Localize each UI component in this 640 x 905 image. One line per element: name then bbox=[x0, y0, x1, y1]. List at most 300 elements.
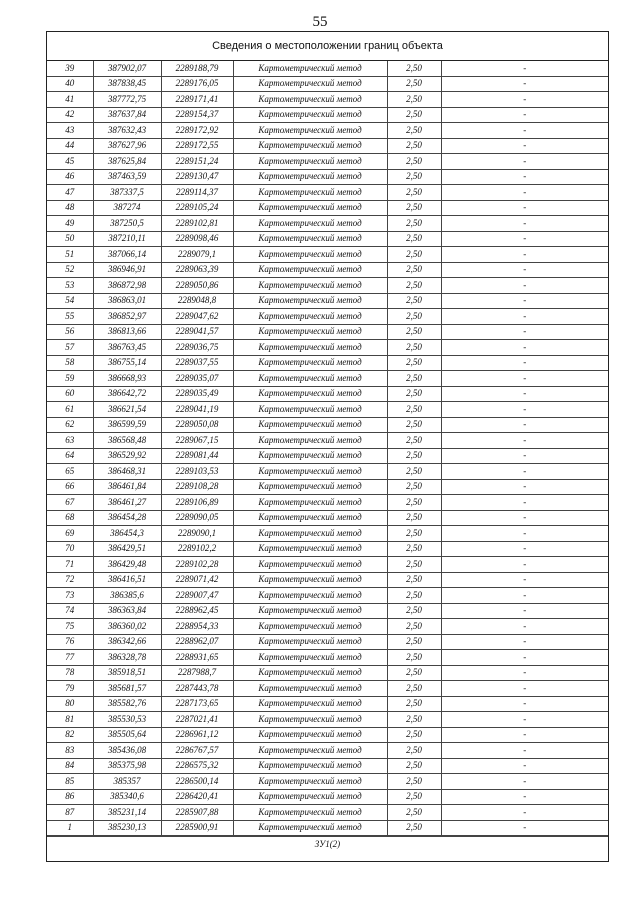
x-coordinate-cell: 386668,93 bbox=[93, 371, 161, 387]
x-coordinate-cell: 387772,75 bbox=[93, 92, 161, 108]
table-row bbox=[47, 495, 608, 511]
x-coordinate-cell: 386599,59 bbox=[93, 417, 161, 433]
x-coordinate-cell: 385436,08 bbox=[93, 743, 161, 759]
accuracy-cell: 2,50 bbox=[387, 634, 441, 650]
point-number-cell: 40 bbox=[47, 76, 93, 92]
table-row bbox=[47, 650, 608, 666]
y-coordinate-cell: 2289106,89 bbox=[161, 495, 233, 511]
description-cell: - bbox=[441, 278, 608, 294]
x-coordinate-cell: 386429,48 bbox=[93, 557, 161, 573]
method-cell: Картометрический метод bbox=[233, 355, 387, 371]
point-number-cell: 50 bbox=[47, 231, 93, 247]
description-cell: - bbox=[441, 324, 608, 340]
method-cell: Картометрический метод bbox=[233, 603, 387, 619]
method-cell: Картометрический метод bbox=[233, 650, 387, 666]
description-cell: - bbox=[441, 247, 608, 263]
method-cell: Картометрический метод bbox=[233, 138, 387, 154]
point-number-cell: 84 bbox=[47, 758, 93, 774]
point-number-cell: 69 bbox=[47, 526, 93, 542]
x-coordinate-cell: 386872,98 bbox=[93, 278, 161, 294]
description-cell: - bbox=[441, 76, 608, 92]
accuracy-cell: 2,50 bbox=[387, 603, 441, 619]
x-coordinate-cell: 386946,91 bbox=[93, 262, 161, 278]
x-coordinate-cell: 386360,02 bbox=[93, 619, 161, 635]
x-coordinate-cell: 386363,84 bbox=[93, 603, 161, 619]
x-coordinate-cell: 385582,76 bbox=[93, 696, 161, 712]
point-number-cell: 58 bbox=[47, 355, 93, 371]
accuracy-cell: 2,50 bbox=[387, 107, 441, 123]
table-row bbox=[47, 433, 608, 449]
accuracy-cell: 2,50 bbox=[387, 712, 441, 728]
description-cell: - bbox=[441, 293, 608, 309]
method-cell: Картометрический метод bbox=[233, 479, 387, 495]
description-cell: - bbox=[441, 154, 608, 170]
accuracy-cell: 2,50 bbox=[387, 541, 441, 557]
method-cell: Картометрический метод bbox=[233, 92, 387, 108]
description-cell: - bbox=[441, 402, 608, 418]
point-number-cell: 52 bbox=[47, 262, 93, 278]
point-number-cell: 59 bbox=[47, 371, 93, 387]
accuracy-cell: 2,50 bbox=[387, 293, 441, 309]
table-row bbox=[47, 61, 608, 76]
y-coordinate-cell: 2289067,15 bbox=[161, 433, 233, 449]
table-row bbox=[47, 138, 608, 154]
accuracy-cell: 2,50 bbox=[387, 154, 441, 170]
point-number-cell: 46 bbox=[47, 169, 93, 185]
x-coordinate-cell: 386385,6 bbox=[93, 588, 161, 604]
y-coordinate-cell: 2289108,28 bbox=[161, 479, 233, 495]
description-cell: - bbox=[441, 557, 608, 573]
x-coordinate-cell: 386429,51 bbox=[93, 541, 161, 557]
x-coordinate-cell: 386454,28 bbox=[93, 510, 161, 526]
accuracy-cell: 2,50 bbox=[387, 526, 441, 542]
y-coordinate-cell: 2286767,57 bbox=[161, 743, 233, 759]
accuracy-cell: 2,50 bbox=[387, 557, 441, 573]
y-coordinate-cell: 2289130,47 bbox=[161, 169, 233, 185]
table-row bbox=[47, 262, 608, 278]
point-number-cell: 85 bbox=[47, 774, 93, 790]
table-row bbox=[47, 92, 608, 108]
point-number-cell: 44 bbox=[47, 138, 93, 154]
description-cell: - bbox=[441, 665, 608, 681]
point-number-cell: 41 bbox=[47, 92, 93, 108]
y-coordinate-cell: 2289105,24 bbox=[161, 200, 233, 216]
accuracy-cell: 2,50 bbox=[387, 324, 441, 340]
table-row bbox=[47, 712, 608, 728]
method-cell: Картометрический метод bbox=[233, 262, 387, 278]
method-cell: Картометрический метод bbox=[233, 789, 387, 805]
point-number-cell: 54 bbox=[47, 293, 93, 309]
method-cell: Картометрический метод bbox=[233, 526, 387, 542]
accuracy-cell: 2,50 bbox=[387, 433, 441, 449]
point-number-cell: 72 bbox=[47, 572, 93, 588]
method-cell: Картометрический метод bbox=[233, 681, 387, 697]
method-cell: Картометрический метод bbox=[233, 340, 387, 356]
accuracy-cell: 2,50 bbox=[387, 743, 441, 759]
x-coordinate-cell: 387627,96 bbox=[93, 138, 161, 154]
point-number-cell: 55 bbox=[47, 309, 93, 325]
description-cell: - bbox=[441, 603, 608, 619]
y-coordinate-cell: 2288931,65 bbox=[161, 650, 233, 666]
point-number-cell: 83 bbox=[47, 743, 93, 759]
y-coordinate-cell: 2286575,32 bbox=[161, 758, 233, 774]
y-coordinate-cell: 2289102,81 bbox=[161, 216, 233, 232]
method-cell: Картометрический метод bbox=[233, 433, 387, 449]
y-coordinate-cell: 2289103,53 bbox=[161, 464, 233, 480]
accuracy-cell: 2,50 bbox=[387, 355, 441, 371]
table-row bbox=[47, 76, 608, 92]
y-coordinate-cell: 2289098,46 bbox=[161, 231, 233, 247]
point-number-cell: 87 bbox=[47, 805, 93, 821]
y-coordinate-cell: 2289151,24 bbox=[161, 154, 233, 170]
table-row bbox=[47, 293, 608, 309]
description-cell: - bbox=[441, 712, 608, 728]
table-row bbox=[47, 665, 608, 681]
description-cell: - bbox=[441, 371, 608, 387]
method-cell: Картометрический метод bbox=[233, 820, 387, 836]
point-number-cell: 75 bbox=[47, 619, 93, 635]
accuracy-cell: 2,50 bbox=[387, 386, 441, 402]
y-coordinate-cell: 2289188,79 bbox=[161, 61, 233, 76]
table-row bbox=[47, 758, 608, 774]
table-row bbox=[47, 231, 608, 247]
x-coordinate-cell: 387250,5 bbox=[93, 216, 161, 232]
method-cell: Картометрический метод bbox=[233, 448, 387, 464]
description-cell: - bbox=[441, 820, 608, 836]
accuracy-cell: 2,50 bbox=[387, 247, 441, 263]
y-coordinate-cell: 2289154,37 bbox=[161, 107, 233, 123]
description-cell: - bbox=[441, 696, 608, 712]
method-cell: Картометрический метод bbox=[233, 76, 387, 92]
description-cell: - bbox=[441, 727, 608, 743]
table-row bbox=[47, 123, 608, 139]
point-number-cell: 47 bbox=[47, 185, 93, 201]
x-coordinate-cell: 386416,51 bbox=[93, 572, 161, 588]
point-number-cell: 70 bbox=[47, 541, 93, 557]
accuracy-cell: 2,50 bbox=[387, 650, 441, 666]
method-cell: Картометрический метод bbox=[233, 185, 387, 201]
table-row bbox=[47, 355, 608, 371]
y-coordinate-cell: 2288962,45 bbox=[161, 603, 233, 619]
y-coordinate-cell: 2286961,12 bbox=[161, 727, 233, 743]
y-coordinate-cell: 2285900,91 bbox=[161, 820, 233, 836]
accuracy-cell: 2,50 bbox=[387, 479, 441, 495]
table-row bbox=[47, 526, 608, 542]
point-number-cell: 60 bbox=[47, 386, 93, 402]
x-coordinate-cell: 387337,5 bbox=[93, 185, 161, 201]
point-number-cell: 56 bbox=[47, 324, 93, 340]
method-cell: Картометрический метод bbox=[233, 386, 387, 402]
y-coordinate-cell: 2289007,47 bbox=[161, 588, 233, 604]
description-cell: - bbox=[441, 200, 608, 216]
accuracy-cell: 2,50 bbox=[387, 495, 441, 511]
point-number-cell: 76 bbox=[47, 634, 93, 650]
description-cell: - bbox=[441, 262, 608, 278]
method-cell: Картометрический метод bbox=[233, 619, 387, 635]
method-cell: Картометрический метод bbox=[233, 541, 387, 557]
description-cell: - bbox=[441, 61, 608, 76]
accuracy-cell: 2,50 bbox=[387, 278, 441, 294]
point-number-cell: 57 bbox=[47, 340, 93, 356]
table-row bbox=[47, 789, 608, 805]
x-coordinate-cell: 387902,07 bbox=[93, 61, 161, 76]
x-coordinate-cell: 387632,43 bbox=[93, 123, 161, 139]
x-coordinate-cell: 385681,57 bbox=[93, 681, 161, 697]
accuracy-cell: 2,50 bbox=[387, 619, 441, 635]
description-cell: - bbox=[441, 464, 608, 480]
table-row bbox=[47, 154, 608, 170]
parcel-label: ЗУ1(2) bbox=[47, 836, 608, 850]
y-coordinate-cell: 2289047,62 bbox=[161, 309, 233, 325]
method-cell: Картометрический метод bbox=[233, 216, 387, 232]
description-cell: - bbox=[441, 650, 608, 666]
method-cell: Картометрический метод bbox=[233, 743, 387, 759]
x-coordinate-cell: 386642,72 bbox=[93, 386, 161, 402]
point-number-cell: 63 bbox=[47, 433, 93, 449]
point-number-cell: 66 bbox=[47, 479, 93, 495]
table-row bbox=[47, 247, 608, 263]
method-cell: Картометрический метод bbox=[233, 417, 387, 433]
method-cell: Картометрический метод bbox=[233, 324, 387, 340]
y-coordinate-cell: 2289036,75 bbox=[161, 340, 233, 356]
x-coordinate-cell: 385231,14 bbox=[93, 805, 161, 821]
y-coordinate-cell: 2288954,33 bbox=[161, 619, 233, 635]
description-cell: - bbox=[441, 541, 608, 557]
x-coordinate-cell: 386852,97 bbox=[93, 309, 161, 325]
y-coordinate-cell: 2289048,8 bbox=[161, 293, 233, 309]
y-coordinate-cell: 2289041,57 bbox=[161, 324, 233, 340]
x-coordinate-cell: 387637,84 bbox=[93, 107, 161, 123]
description-cell: - bbox=[441, 588, 608, 604]
y-coordinate-cell: 2289050,08 bbox=[161, 417, 233, 433]
accuracy-cell: 2,50 bbox=[387, 774, 441, 790]
y-coordinate-cell: 2287443,78 bbox=[161, 681, 233, 697]
method-cell: Картометрический метод bbox=[233, 61, 387, 76]
description-cell: - bbox=[441, 138, 608, 154]
x-coordinate-cell: 386454,3 bbox=[93, 526, 161, 542]
accuracy-cell: 2,50 bbox=[387, 696, 441, 712]
table-row bbox=[47, 417, 608, 433]
method-cell: Картометрический метод bbox=[233, 557, 387, 573]
y-coordinate-cell: 2287021,41 bbox=[161, 712, 233, 728]
description-cell: - bbox=[441, 107, 608, 123]
x-coordinate-cell: 386461,27 bbox=[93, 495, 161, 511]
table-row bbox=[47, 107, 608, 123]
method-cell: Картометрический метод bbox=[233, 572, 387, 588]
x-coordinate-cell: 386621,54 bbox=[93, 402, 161, 418]
accuracy-cell: 2,50 bbox=[387, 92, 441, 108]
description-cell: - bbox=[441, 355, 608, 371]
coordinates-sheet bbox=[46, 31, 609, 862]
point-number-cell: 67 bbox=[47, 495, 93, 511]
y-coordinate-cell: 2289063,39 bbox=[161, 262, 233, 278]
accuracy-cell: 2,50 bbox=[387, 185, 441, 201]
accuracy-cell: 2,50 bbox=[387, 309, 441, 325]
table-row bbox=[47, 371, 608, 387]
point-number-cell: 45 bbox=[47, 154, 93, 170]
accuracy-cell: 2,50 bbox=[387, 216, 441, 232]
table-row bbox=[47, 464, 608, 480]
accuracy-cell: 2,50 bbox=[387, 805, 441, 821]
accuracy-cell: 2,50 bbox=[387, 138, 441, 154]
point-number-cell: 79 bbox=[47, 681, 93, 697]
method-cell: Картометрический метод bbox=[233, 278, 387, 294]
y-coordinate-cell: 2289171,41 bbox=[161, 92, 233, 108]
x-coordinate-cell: 386763,45 bbox=[93, 340, 161, 356]
table-row bbox=[47, 340, 608, 356]
x-coordinate-cell: 386568,48 bbox=[93, 433, 161, 449]
description-cell: - bbox=[441, 479, 608, 495]
table-row bbox=[47, 681, 608, 697]
accuracy-cell: 2,50 bbox=[387, 588, 441, 604]
description-cell: - bbox=[441, 510, 608, 526]
description-cell: - bbox=[441, 216, 608, 232]
x-coordinate-cell: 387210,11 bbox=[93, 231, 161, 247]
point-number-cell: 39 bbox=[47, 61, 93, 76]
accuracy-cell: 2,50 bbox=[387, 665, 441, 681]
table-row bbox=[47, 619, 608, 635]
description-cell: - bbox=[441, 634, 608, 650]
method-cell: Картометрический метод bbox=[233, 107, 387, 123]
y-coordinate-cell: 2288962,07 bbox=[161, 634, 233, 650]
accuracy-cell: 2,50 bbox=[387, 464, 441, 480]
y-coordinate-cell: 2286500,14 bbox=[161, 774, 233, 790]
table-row bbox=[47, 402, 608, 418]
method-cell: Картометрический метод bbox=[233, 231, 387, 247]
method-cell: Картометрический метод bbox=[233, 665, 387, 681]
y-coordinate-cell: 2289071,42 bbox=[161, 572, 233, 588]
description-cell: - bbox=[441, 805, 608, 821]
point-number-cell: 82 bbox=[47, 727, 93, 743]
x-coordinate-cell: 386755,14 bbox=[93, 355, 161, 371]
table-row bbox=[47, 541, 608, 557]
method-cell: Картометрический метод bbox=[233, 588, 387, 604]
x-coordinate-cell: 385530,53 bbox=[93, 712, 161, 728]
table-row bbox=[47, 572, 608, 588]
y-coordinate-cell: 2289041,19 bbox=[161, 402, 233, 418]
y-coordinate-cell: 2289172,55 bbox=[161, 138, 233, 154]
x-coordinate-cell: 387066,14 bbox=[93, 247, 161, 263]
section-title: Сведения о местоположении границ объекта bbox=[47, 32, 608, 61]
accuracy-cell: 2,50 bbox=[387, 448, 441, 464]
method-cell: Картометрический метод bbox=[233, 696, 387, 712]
description-cell: - bbox=[441, 231, 608, 247]
method-cell: Картометрический метод bbox=[233, 805, 387, 821]
point-number-cell: 64 bbox=[47, 448, 93, 464]
point-number-cell: 42 bbox=[47, 107, 93, 123]
method-cell: Картометрический метод bbox=[233, 510, 387, 526]
point-number-cell: 86 bbox=[47, 789, 93, 805]
accuracy-cell: 2,50 bbox=[387, 200, 441, 216]
accuracy-cell: 2,50 bbox=[387, 820, 441, 836]
accuracy-cell: 2,50 bbox=[387, 510, 441, 526]
description-cell: - bbox=[441, 526, 608, 542]
description-cell: - bbox=[441, 758, 608, 774]
table-row bbox=[47, 774, 608, 790]
coordinates-table-body bbox=[47, 61, 608, 836]
table-row bbox=[47, 820, 608, 836]
table-row bbox=[47, 216, 608, 232]
method-cell: Картометрический метод bbox=[233, 169, 387, 185]
point-number-cell: 68 bbox=[47, 510, 93, 526]
table-row bbox=[47, 603, 608, 619]
x-coordinate-cell: 386468,31 bbox=[93, 464, 161, 480]
table-row bbox=[47, 448, 608, 464]
y-coordinate-cell: 2289114,37 bbox=[161, 185, 233, 201]
accuracy-cell: 2,50 bbox=[387, 402, 441, 418]
description-cell: - bbox=[441, 495, 608, 511]
accuracy-cell: 2,50 bbox=[387, 681, 441, 697]
y-coordinate-cell: 2289081,44 bbox=[161, 448, 233, 464]
table-row bbox=[47, 557, 608, 573]
table-row bbox=[47, 278, 608, 294]
x-coordinate-cell: 386813,66 bbox=[93, 324, 161, 340]
accuracy-cell: 2,50 bbox=[387, 758, 441, 774]
description-cell: - bbox=[441, 386, 608, 402]
y-coordinate-cell: 2289102,2 bbox=[161, 541, 233, 557]
method-cell: Картометрический метод bbox=[233, 495, 387, 511]
table-row bbox=[47, 805, 608, 821]
description-cell: - bbox=[441, 123, 608, 139]
y-coordinate-cell: 2289035,07 bbox=[161, 371, 233, 387]
coordinates-table bbox=[47, 61, 608, 836]
point-number-cell: 81 bbox=[47, 712, 93, 728]
description-cell: - bbox=[441, 309, 608, 325]
point-number-cell: 62 bbox=[47, 417, 93, 433]
table-row bbox=[47, 510, 608, 526]
table-row bbox=[47, 324, 608, 340]
y-coordinate-cell: 2289035,49 bbox=[161, 386, 233, 402]
method-cell: Картометрический метод bbox=[233, 464, 387, 480]
accuracy-cell: 2,50 bbox=[387, 727, 441, 743]
x-coordinate-cell: 387625,84 bbox=[93, 154, 161, 170]
point-number-cell: 77 bbox=[47, 650, 93, 666]
x-coordinate-cell: 385505,64 bbox=[93, 727, 161, 743]
x-coordinate-cell: 386328,78 bbox=[93, 650, 161, 666]
table-row bbox=[47, 696, 608, 712]
table-row bbox=[47, 200, 608, 216]
method-cell: Картометрический метод bbox=[233, 712, 387, 728]
table-row bbox=[47, 588, 608, 604]
x-coordinate-cell: 385375,98 bbox=[93, 758, 161, 774]
x-coordinate-cell: 387838,45 bbox=[93, 76, 161, 92]
method-cell: Картометрический метод bbox=[233, 774, 387, 790]
point-number-cell: 73 bbox=[47, 588, 93, 604]
accuracy-cell: 2,50 bbox=[387, 572, 441, 588]
accuracy-cell: 2,50 bbox=[387, 231, 441, 247]
point-number-cell: 78 bbox=[47, 665, 93, 681]
y-coordinate-cell: 2289176,05 bbox=[161, 76, 233, 92]
point-number-cell: 65 bbox=[47, 464, 93, 480]
x-coordinate-cell: 386863,01 bbox=[93, 293, 161, 309]
accuracy-cell: 2,50 bbox=[387, 123, 441, 139]
description-cell: - bbox=[441, 433, 608, 449]
x-coordinate-cell: 387463,59 bbox=[93, 169, 161, 185]
point-number-cell: 51 bbox=[47, 247, 93, 263]
x-coordinate-cell: 386342,66 bbox=[93, 634, 161, 650]
accuracy-cell: 2,50 bbox=[387, 340, 441, 356]
table-row bbox=[47, 309, 608, 325]
y-coordinate-cell: 2287173,65 bbox=[161, 696, 233, 712]
y-coordinate-cell: 2287988,7 bbox=[161, 665, 233, 681]
x-coordinate-cell: 385918,51 bbox=[93, 665, 161, 681]
point-number-cell: 71 bbox=[47, 557, 93, 573]
description-cell: - bbox=[441, 572, 608, 588]
description-cell: - bbox=[441, 185, 608, 201]
x-coordinate-cell: 386529,92 bbox=[93, 448, 161, 464]
table-row bbox=[47, 185, 608, 201]
description-cell: - bbox=[441, 743, 608, 759]
